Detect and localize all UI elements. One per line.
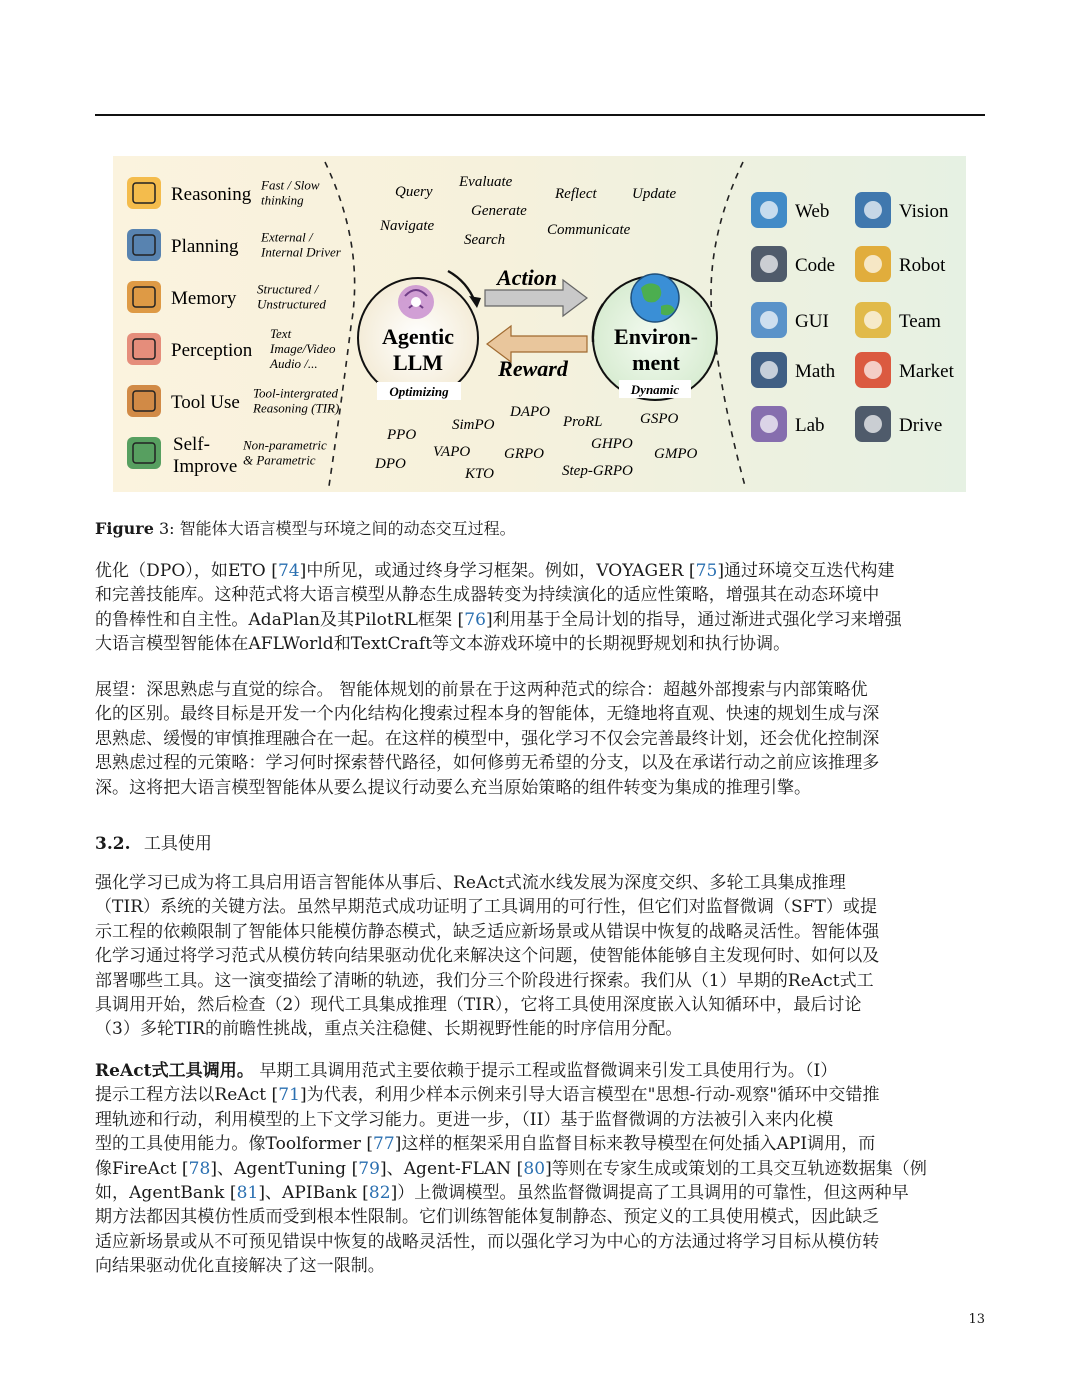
text-segment: 示工程的依赖限制了智能体只能模仿静态模式，缺乏适应新场景或从错误中恢复的战略灵活性。智能体强 (95, 921, 880, 942)
text-segment: 思熟虑过程的元策略：学习何时探索替代路径，如何修剪无希望的分支，以及在承诺行动之前应该推理多 (95, 753, 880, 774)
citation-link[interactable]: 76 (464, 609, 486, 630)
algorithm-name: SimPO (452, 417, 495, 433)
figure-caption (95, 517, 985, 541)
environment-label: GUI (795, 311, 829, 332)
optimizing-label: Optimizing (389, 384, 449, 399)
text-line (95, 632, 985, 656)
environment-label: Lab (795, 415, 825, 436)
algorithm-name: Step-GRPO (562, 463, 633, 479)
text-segment: 化的区别。最终目标是开发一个内化结构化搜索过程本身的智能体，无缝地将直观、快速的规划生成与深 (95, 704, 880, 725)
capability-note: Reasoning (TIR) (253, 400, 340, 416)
text-segment: 和完善技能库。这种范式将大语言模型从静态生成器转变为持续演化的适应性策略，增强其在动态环境中 (95, 585, 880, 606)
text-segment: 像FireAct [ (95, 1158, 189, 1179)
code-window-icon (751, 246, 787, 282)
arrows-up-icon (127, 437, 161, 469)
text-segment: （TIR）系统的关键方法。虽然早期范式成功证明了工具调用的可行性，但它们对监督微调（SFT）或提 (95, 897, 878, 918)
environment-label: Web (795, 201, 830, 222)
www-globe-icon (751, 192, 787, 228)
algorithm-name: GSPO (640, 411, 679, 427)
action-word: Update (632, 186, 677, 202)
robot-arm-icon (855, 246, 891, 282)
action-word: Evaluate (459, 174, 513, 190)
text-segment: 向结果驱动优化直接解决了这一限制。 (95, 1256, 385, 1277)
paragraph-4 (95, 1059, 985, 1279)
algorithm-name: KTO (465, 466, 494, 482)
environment-node (593, 274, 717, 400)
text-line (95, 702, 985, 726)
microscope-icon (751, 406, 787, 442)
text-segment: 提示工程方法以ReAct [ (95, 1085, 279, 1106)
text-line (95, 920, 985, 944)
capability-label: Planning (171, 236, 239, 257)
citation-link[interactable]: 82 (368, 1183, 391, 1204)
text-segment: 化学习通过将学习范式从模仿转向结果驱动优化来解决这个问题，使智能体能够自主发现何时、如何以及 (95, 946, 880, 967)
head-eye-icon (127, 333, 161, 365)
calculator-icon (751, 352, 787, 388)
capability-note: & Parametric (243, 452, 316, 468)
capability-note: thinking (261, 192, 304, 208)
capability-label: Reasoning (171, 184, 252, 205)
chip-icon (127, 281, 161, 313)
algorithm-name: PPO (387, 427, 417, 443)
capability-note: External / (261, 229, 313, 245)
citation-link[interactable]: 79 (358, 1158, 380, 1179)
text-line (95, 1083, 985, 1107)
text-line (95, 1132, 985, 1156)
section-heading (95, 832, 212, 856)
team-icon (855, 302, 891, 338)
environment-label: Math (795, 361, 836, 382)
text-line (95, 1181, 985, 1205)
text-segment: ]、Agent-FLAN [ (380, 1158, 524, 1179)
algorithm-name: GRPO (504, 446, 544, 462)
text-segment: 期方法都因其模仿性质而受到根本性限制。它们训练智能体复制静态、预定义的工具使用模式，因此缺乏 (95, 1207, 880, 1228)
action-word: Search (464, 232, 506, 248)
text-segment: 深。这将把大语言模型智能体从要么提议行动要么充当原始策略的组件转变为集成的推理引擎。 (95, 777, 812, 798)
action-word: Communicate (547, 222, 631, 238)
capability-note: Unstructured (257, 296, 326, 312)
text-line (95, 583, 985, 607)
text-segment: 理轨迹和行动，利用模型的上下文学习能力。更进一步，（II）基于监督微调的方法被引入来内化模 (95, 1109, 834, 1130)
text-line (95, 1230, 985, 1254)
text-segment: 优化（DPO），如ETO [ (95, 561, 278, 581)
capability-note: Image/Video (270, 341, 336, 356)
text-segment: 型的工具使用能力。像Toolformer [ (95, 1134, 374, 1155)
text-segment: （3）多轮TIR的前瞻性挑战，重点关注稳健、长期视野性能的时序信用分配。 (95, 1019, 683, 1040)
text-line (95, 1205, 985, 1229)
text-line (95, 751, 985, 775)
citation-link[interactable]: 81 (236, 1183, 259, 1204)
paragraph-3 (95, 871, 985, 1042)
section-title: 工具使用 (143, 834, 212, 854)
agent-label-2: LLM (392, 350, 444, 375)
text-segment: 展望：深思熟虑与直觉的综合。 智能体规划的前景在于这两种范式的综合：超越外部搜索与内部策略优 (95, 680, 868, 700)
text-line (95, 1108, 985, 1132)
page-number: 13 (968, 1312, 985, 1327)
text-segment: ]中所见，或通过终身学习框架。例如，VOYAGER [ (299, 561, 696, 581)
algorithm-name: DPO (375, 456, 406, 472)
caption-text: 智能体大语言模型与环境之间的动态交互过程。 (179, 519, 516, 538)
algorithm-name: ProRL (563, 414, 603, 430)
capability-note: Non-parametric (243, 437, 327, 453)
text-segment: 的鲁棒性和自主性。AdaPlan及其PilotRL框架 [ (95, 609, 465, 630)
caption-number: 3: (158, 519, 175, 538)
text-line (95, 969, 985, 993)
environment-label: Robot (899, 255, 946, 276)
text-segment: ]通过环境交互迭代构建 (717, 561, 895, 581)
agent-label-1: Agentic (381, 324, 455, 349)
capability-label: Self- (173, 434, 210, 455)
citation-link[interactable]: 78 (188, 1158, 211, 1179)
capability-note: Audio /... (270, 356, 318, 371)
citation-link[interactable]: 71 (278, 1085, 300, 1106)
text-line (95, 678, 985, 702)
text-segment: ReAct式工具调用。 早期工具调用范式主要依赖于提示工程或监督微调来引发工具使用行为。（I） (95, 1061, 838, 1081)
capability-note: Tool-intergrated (253, 385, 338, 401)
top-rule (95, 114, 985, 116)
text-segment: ]利用基于全局计划的指导，通过渐进式强化学习来增强 (485, 609, 902, 630)
capability-label: Memory (171, 288, 237, 309)
text-segment: 适应新场景或从不可预见错误中恢复的战略灵活性，而以强化学习为中心的方法通过将学习目标从模仿转 (95, 1231, 880, 1252)
environment-label: Drive (899, 415, 943, 436)
citation-link[interactable]: 77 (373, 1134, 395, 1155)
citation-link[interactable]: 80 (523, 1158, 546, 1179)
action-word: Query (395, 184, 433, 200)
text-line (95, 1059, 985, 1083)
algorithm-name: DAPO (510, 404, 550, 420)
text-segment: ]为代表，利用少样本示例来引导大语言模型在"思想-行动-观察"循环中交错推 (299, 1085, 880, 1106)
text-line (95, 1017, 985, 1041)
capability-note: Text (270, 326, 292, 341)
text-line (95, 1254, 985, 1278)
text-segment: ]这样的框架采用自监督目标来教导模型在何处插入API调用，而 (394, 1134, 876, 1155)
reward-label: Reward (498, 356, 568, 381)
text-segment: 强化学习已成为将工具启用语言智能体从事后、ReAct式流水线发展为深度交织、多轮工具集成推理 (95, 873, 846, 893)
text-segment: 如，AgentBank [ (95, 1183, 237, 1204)
paragraph-2 (95, 678, 985, 800)
environment-label: Market (899, 361, 954, 382)
text-segment: ]、AgentTuning [ (210, 1158, 359, 1179)
text-line (95, 608, 985, 632)
capability-note: Internal Driver (261, 244, 341, 260)
capability-note: Structured / (257, 281, 319, 297)
text-line (95, 895, 985, 919)
algorithm-name: GHPO (591, 436, 633, 452)
caption-prefix: Figure (95, 519, 154, 538)
image-icon (855, 192, 891, 228)
action-label: Action (497, 265, 557, 290)
text-segment: 大语言模型智能体在AFLWorld和TextCraft等文本游戏环境中的长期视野规划和执行协调。 (95, 634, 791, 655)
text-segment: 思熟虑、缓慢的审慎推理融合在一起。在这样的模型中，强化学习不仅会完善最终计划，还会优化控制深 (95, 728, 880, 749)
section-number: 3.2. (95, 834, 131, 854)
text-line (95, 944, 985, 968)
action-word: Reflect (555, 186, 597, 202)
action-word: Generate (471, 203, 527, 219)
env-label-2: ment (632, 350, 680, 375)
citation-link[interactable]: 74 (277, 561, 300, 581)
text-line (95, 776, 985, 800)
earth-globe-icon (631, 274, 679, 322)
text-line (95, 993, 985, 1017)
toolbox-icon (127, 385, 161, 417)
environment-label: Vision (899, 201, 949, 222)
dynamic-label: Dynamic (630, 382, 680, 397)
citation-link[interactable]: 75 (695, 561, 718, 581)
capability-note: Fast / Slow (261, 177, 320, 193)
capability-label: Improve (173, 456, 238, 477)
capability-label: Tool Use (171, 392, 240, 413)
text-line (95, 727, 985, 751)
text-line (95, 559, 985, 583)
brain-head-icon (398, 285, 434, 319)
market-chart-icon (855, 352, 891, 388)
steering-wheel-icon (855, 406, 891, 442)
text-segment: ]等则在专家生成或策划的工具交互轨迹数据集（例 (545, 1158, 927, 1179)
text-segment: 具调用开始，然后检查（2）现代工具集成推理（TIR），它将工具使用深度嵌入认知循环中，最后讨论 (95, 995, 862, 1016)
gui-window-icon (751, 302, 787, 338)
algorithm-name: GMPO (654, 446, 698, 462)
text-line (95, 871, 985, 895)
paragraph-1 (95, 559, 985, 657)
algorithm-name: VAPO (433, 444, 471, 460)
figure-agent-environment (113, 156, 966, 492)
figure-background (113, 156, 966, 492)
text-line (95, 1157, 985, 1181)
checklist-icon (127, 229, 161, 261)
environment-label: Code (795, 255, 836, 276)
gears-bulb-icon (127, 177, 161, 209)
text-segment: 部署哪些工具。这一演变描绘了清晰的轨迹，我们分三个阶段进行探索。我们从（1）早期的ReAct式工 (95, 970, 874, 991)
text-segment: ]、APIBank [ (258, 1183, 369, 1204)
text-segment: ]）上微调模型。虽然监督微调提高了工具调用的可靠性，但这两种早 (390, 1183, 909, 1204)
action-word: Navigate (380, 218, 435, 234)
env-label-1: Environ- (614, 324, 698, 349)
environment-label: Team (899, 311, 941, 332)
capability-label: Perception (171, 340, 253, 361)
